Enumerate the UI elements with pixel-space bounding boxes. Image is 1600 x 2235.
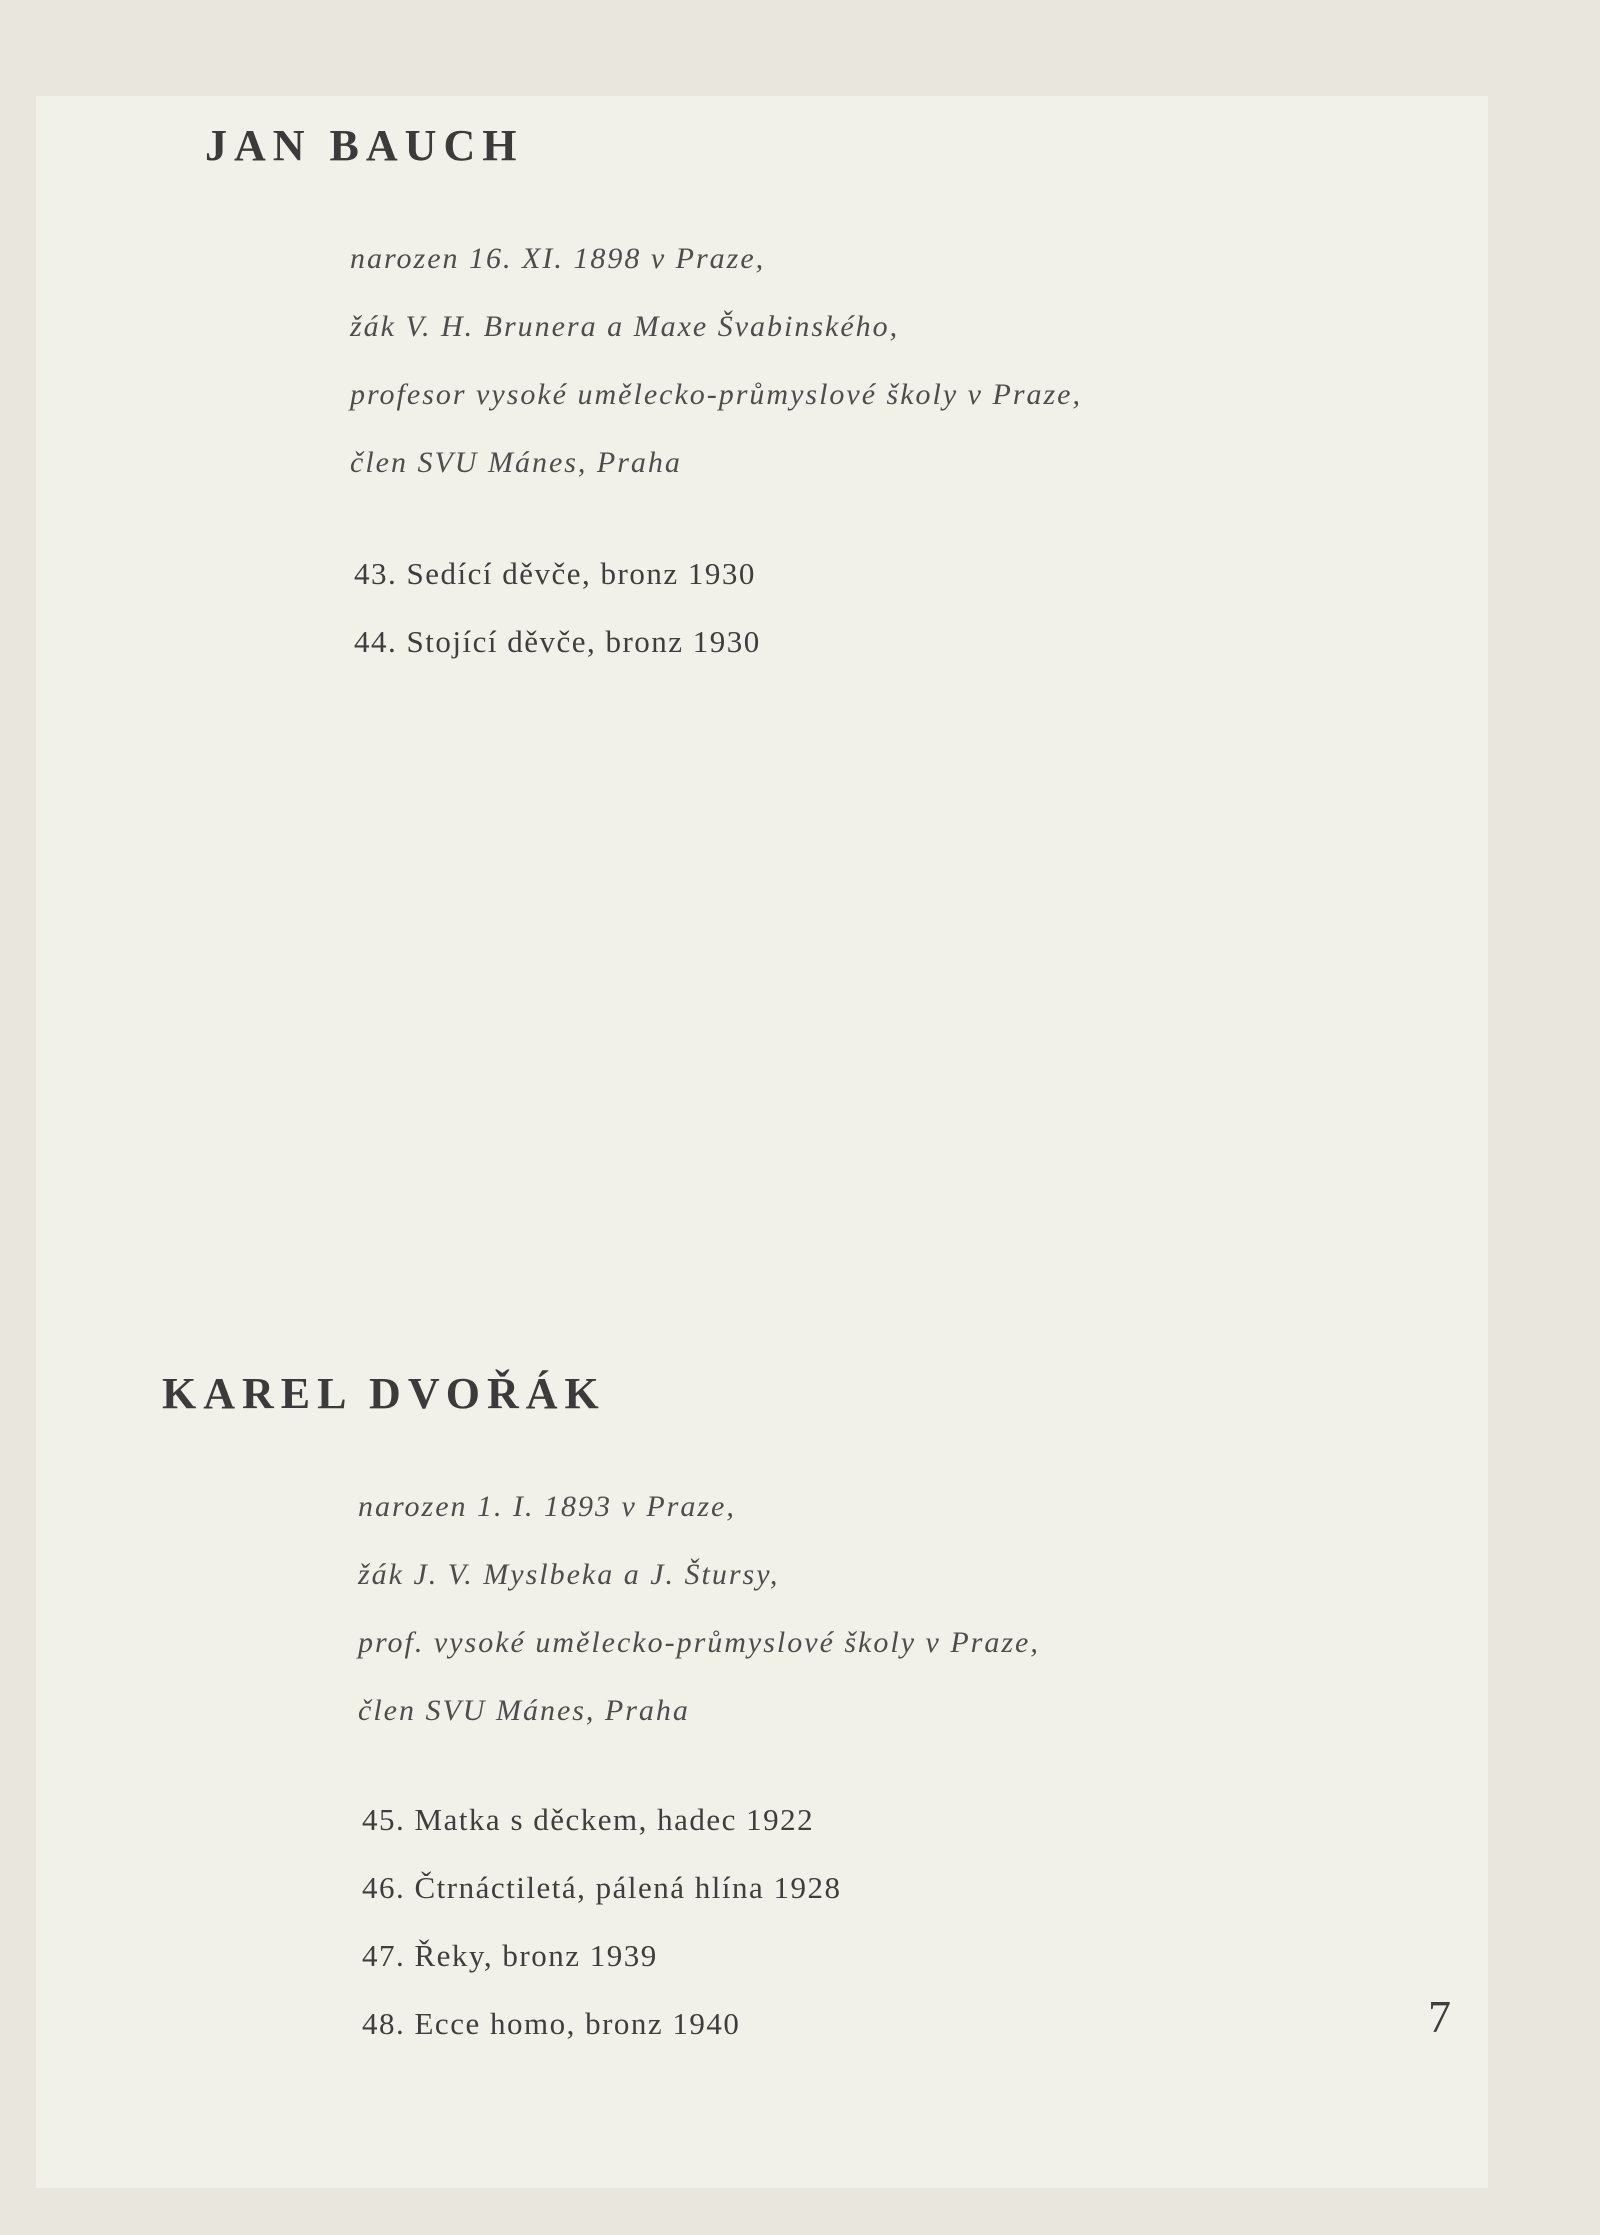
artist-name: JAN BAUCH (205, 121, 524, 170)
work-item (354, 556, 756, 592)
artist-bio-line: žák J. V. Myslbeka a J. Štursy, (358, 1558, 780, 1591)
work-title: Řeky, bronz 1939 (414, 1938, 658, 1973)
work-title: Stojící děvče, bronz 1930 (406, 624, 761, 659)
work-title: Ecce homo, bronz 1940 (414, 2006, 741, 2041)
work-title: Sedící děvče, bronz 1930 (406, 556, 756, 591)
work-item (362, 1938, 658, 1974)
artist-bio-line: člen SVU Mánes, Praha (350, 446, 682, 479)
work-number: 44. (354, 624, 398, 659)
work-title: Matka s děckem, hadec 1922 (414, 1802, 815, 1837)
work-item (354, 624, 761, 660)
artist-bio-line: prof. vysoké umělecko-průmyslové školy v Praze, (358, 1626, 1040, 1659)
work-number: 48. (362, 2006, 406, 2041)
work-number: 46. (362, 1870, 406, 1905)
artist-bio-line: narozen 16. XI. 1898 v Praze, (350, 242, 766, 275)
work-title: Čtrnáctiletá, pálená hlína 1928 (414, 1870, 842, 1905)
page-number: 7 (1428, 1991, 1451, 2042)
artist-name: KAREL DVOŘÁK (162, 1369, 606, 1418)
artist-bio-line: narozen 1. I. 1893 v Praze, (358, 1490, 736, 1523)
work-number: 43. (354, 556, 398, 591)
artist-bio-line: profesor vysoké umělecko-průmyslové školy v Praze, (350, 378, 1082, 411)
work-item (362, 1870, 841, 1906)
artist-bio-line: člen SVU Mánes, Praha (358, 1694, 690, 1727)
work-number: 47. (362, 1938, 406, 1973)
work-item (362, 2006, 740, 2042)
artist-bio-line: žák V. H. Brunera a Maxe Švabinského, (350, 310, 900, 343)
work-item (362, 1802, 814, 1838)
work-number: 45. (362, 1802, 406, 1837)
